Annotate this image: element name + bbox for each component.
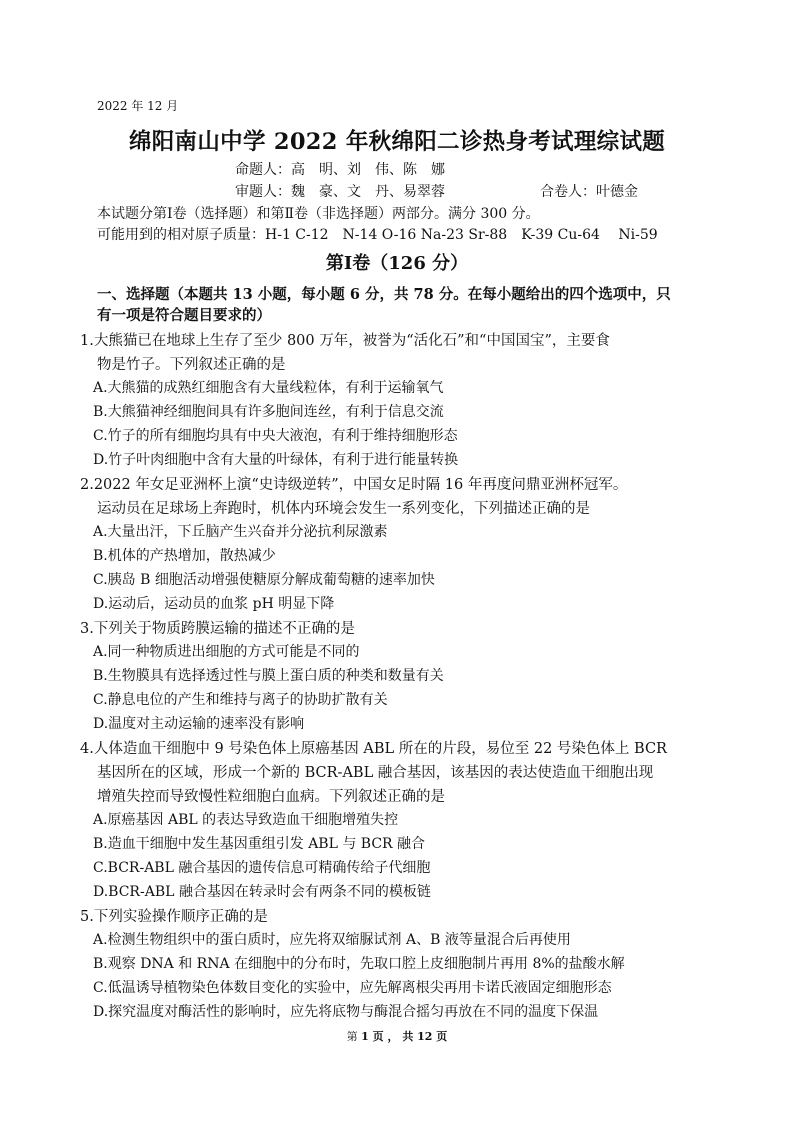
exam-intro: 本试题分第Ⅰ卷（选择题）和第Ⅱ卷（非选择题）两部分。满分 300 分。 bbox=[97, 206, 540, 222]
option-c: C.静息电位的产生和维持与离子的协助扩散有关 bbox=[93, 692, 388, 708]
question-line: 运动员在足球场上奔跑时，机体内环境会发生一系列变化，下列描述正确的是 bbox=[97, 501, 590, 517]
atomic-masses: 可能用到的相对原子质量：H-1 C-12 N-14 O-16 Na-23 Sr-88 K-39 Cu-64 Ni-59 bbox=[97, 227, 658, 243]
option-a: A.大量出汗，下丘脑产生兴奋并分泌抗利尿激素 bbox=[93, 524, 388, 540]
setters-line: 命题人：高 明、刘 伟、陈 娜 bbox=[235, 162, 445, 178]
question-line: 物是竹子。下列叙述正确的是 bbox=[97, 357, 286, 373]
option-b: B.观察 DNA 和 RNA 在细胞中的分布时，先取口腔上皮细胞制片再用 8%的盐酸水解 bbox=[93, 956, 625, 972]
reviewers-line: 审题人：魏 豪、文 丹、易翠蓉 bbox=[235, 184, 445, 200]
section-instructions-line2: 有一项是符合题目要求的） bbox=[97, 307, 271, 324]
exam-date: 2022 年 12 月 bbox=[97, 99, 179, 113]
page-total: 12 bbox=[417, 1030, 433, 1043]
option-c: C.BCR-ABL 融合基因的遗传信息可精确传给子代细胞 bbox=[93, 860, 431, 876]
option-c: C.竹子的所有细胞均具有中央大液泡，有利于维持细胞形态 bbox=[93, 428, 458, 444]
page-footer bbox=[0, 1028, 794, 1044]
question-line: 基因所在的区域，形成一个新的 BCR-ABL 融合基因，该基因的表达使造血干细胞出现 bbox=[97, 765, 654, 781]
option-d: D.探究温度对酶活性的影响时，应先将底物与酶混合摇匀再放在不同的温度下保温 bbox=[93, 1004, 599, 1020]
section-instructions-line1: 一、选择题（本题共 13 小题，每小题 6 分，共 78 分。在每小题给出的四个选项中，只 bbox=[97, 286, 671, 303]
option-a: A.同一种物质进出细胞的方式可能是不同的 bbox=[93, 644, 360, 660]
option-c: C.胰岛 B 细胞活动增强使糖原分解成葡萄糖的速率加快 bbox=[93, 572, 435, 588]
question-line: 4.人体造血干细胞中 9 号染色体上原癌基因 ABL 所在的片段，易位至 22 号染色体上 BCR bbox=[80, 741, 667, 757]
option-c: C.低温诱导植物染色体数目变化的实验中，应先解离根尖再用卡诺氏液固定细胞形态 bbox=[93, 980, 612, 996]
exam-title: 绵阳南山中学 2022 年秋绵阳二诊热身考试理综试题 bbox=[128, 129, 666, 155]
option-d: D.运动后，运动员的血浆 pH 明显下降 bbox=[93, 596, 335, 612]
section-title: 第Ⅰ卷（126 分） bbox=[325, 253, 469, 274]
footer-text: 页 ， 共 bbox=[368, 1030, 418, 1043]
question-line: 3.下列关于物质跨膜运输的描述不正确的是 bbox=[80, 621, 355, 637]
page-number: 1 bbox=[361, 1030, 369, 1043]
option-b: B.机体的产热增加，散热减少 bbox=[93, 548, 276, 564]
option-b: B.大熊猫神经细胞间具有许多胞间连丝，有利于信息交流 bbox=[93, 404, 444, 420]
option-a: A.原癌基因 ABL 的表达导致造血干细胞增殖失控 bbox=[93, 812, 399, 828]
question-line: 1.大熊猫已在地球上生存了至少 800 万年，被誉为“活化石”和“中国国宝”，主要食 bbox=[80, 333, 610, 349]
footer-text: 页 bbox=[432, 1030, 448, 1043]
option-a: A.大熊猫的成熟红细胞含有大量线粒体，有利于运输氧气 bbox=[93, 380, 444, 396]
compiler-line: 合卷人：叶德金 bbox=[540, 184, 638, 200]
option-d: D.温度对主动运输的速率没有影响 bbox=[93, 716, 305, 732]
option-d: D.BCR-ABL 融合基因在转录时会有两条不同的模板链 bbox=[93, 884, 431, 900]
option-a: A.检测生物组织中的蛋白质时，应先将双缩脲试剂 A、B 液等量混合后再使用 bbox=[93, 932, 571, 948]
option-b: B.造血干细胞中发生基因重组引发 ABL 与 BCR 融合 bbox=[93, 836, 426, 852]
option-d: D.竹子叶肉细胞中含有大量的叶绿体，有利于进行能量转换 bbox=[93, 452, 459, 468]
footer-text: 第 bbox=[346, 1030, 362, 1043]
question-line: 增殖失控而导致慢性粒细胞白血病。下列叙述正确的是 bbox=[97, 789, 445, 805]
option-b: B.生物膜具有选择透过性与膜上蛋白质的种类和数量有关 bbox=[93, 668, 444, 684]
question-line: 5.下列实验操作顺序正确的是 bbox=[80, 909, 268, 925]
question-line: 2.2022 年女足亚洲杯上演“史诗级逆转”，中国女足时隔 16 年再度问鼎亚洲杯冠军。 bbox=[80, 477, 628, 493]
